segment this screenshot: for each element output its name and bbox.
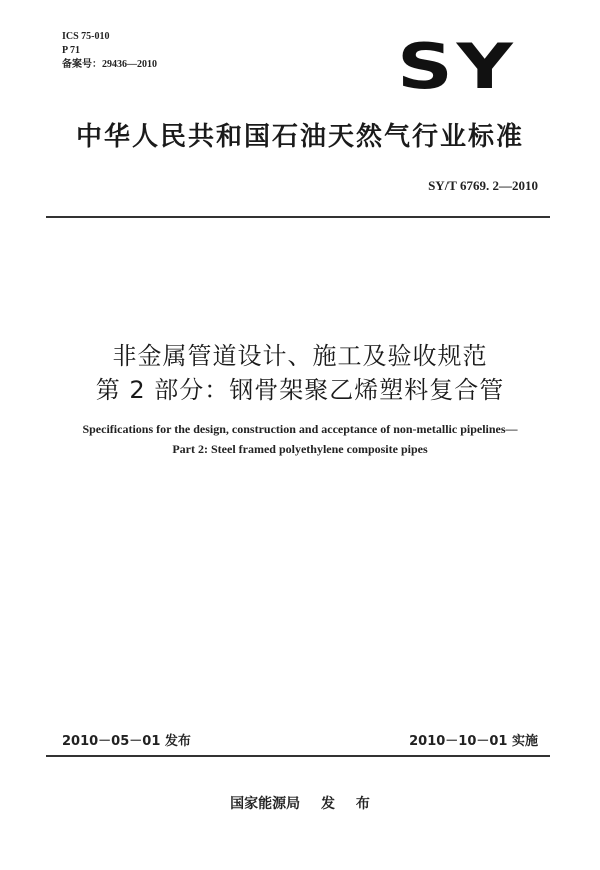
- title-en-line1: Specifications for the design, construction and acceptance of non-metallic pipelines—: [82, 422, 518, 436]
- header-divider: [46, 216, 550, 218]
- issue-date: 2010－05－01 发布: [62, 734, 191, 749]
- title-zh-line2: 第 2 部分：钢骨架聚乙烯塑料复合管: [95, 376, 505, 404]
- filing-number: 备案号：29436—2010: [62, 59, 157, 70]
- publisher: 国家能源局 发 布: [230, 796, 370, 812]
- ics-code: ICS 75-010: [62, 31, 110, 42]
- title-zh-line1: 非金属管道设计、施工及验收规范: [112, 342, 488, 370]
- implementation-date: 2010－10－01 实施: [409, 734, 538, 749]
- standard-number: SY/T 6769. 2—2010: [428, 178, 538, 193]
- sy-logo: SY: [397, 30, 517, 103]
- title-en-line2: Part 2: Steel framed polyethylene composite pipes: [172, 442, 428, 456]
- ccs-code: P 71: [62, 45, 81, 56]
- footer-divider: [46, 755, 550, 757]
- issuing-standard-body-title: 中华人民共和国石油天然气行业标准: [75, 122, 524, 152]
